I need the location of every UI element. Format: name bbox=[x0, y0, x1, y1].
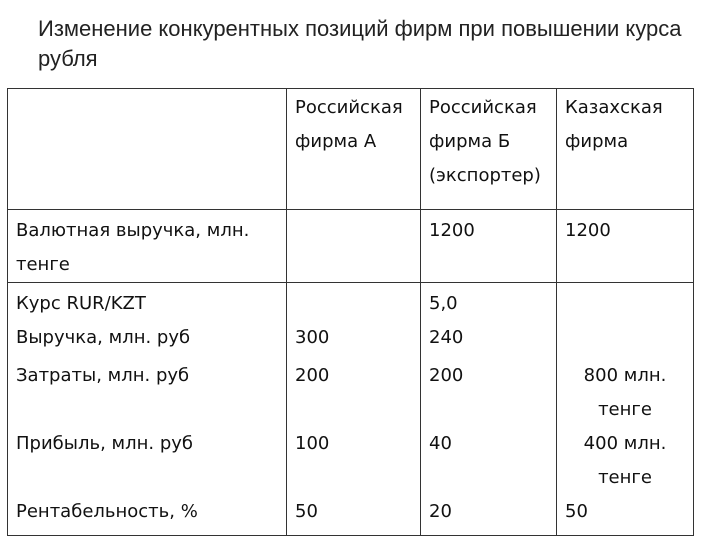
cell-firm-kz: 800 млн. тенге bbox=[557, 357, 694, 427]
header-firm-kz: Казахская фирма bbox=[557, 89, 694, 210]
header-firm-b: Российская фирма Б (экспортер) bbox=[421, 89, 557, 210]
table-row bbox=[8, 427, 694, 495]
cell-firm-a: 50 bbox=[287, 495, 421, 536]
row-label: Выручка, млн. руб bbox=[8, 321, 287, 357]
slide-title: Изменение конкурентных позиций фирм при повышении курса рубля bbox=[38, 16, 682, 71]
table-row bbox=[8, 357, 694, 427]
cell-firm-kz: 400 млн. тенге bbox=[557, 427, 694, 495]
cell-firm-a bbox=[287, 210, 421, 283]
row-label: Рентабельность, % bbox=[8, 495, 287, 536]
header-row bbox=[8, 89, 694, 210]
cell-firm-b: 240 bbox=[421, 321, 557, 357]
cell-firm-b: 200 bbox=[421, 357, 557, 427]
header-firm-a: Российская фирма А bbox=[287, 89, 421, 210]
cell-firm-a: 300 bbox=[287, 321, 421, 357]
cell-firm-kz bbox=[557, 321, 694, 357]
cell-firm-b: 40 bbox=[421, 427, 557, 495]
row-label: Затраты, млн. руб bbox=[8, 357, 287, 427]
row-label: Валютная выручка, млн. тенге bbox=[8, 210, 287, 283]
cell-firm-kz: 50 bbox=[557, 495, 694, 536]
table-row bbox=[8, 495, 694, 536]
row-label: Прибыль, млн. руб bbox=[8, 427, 287, 495]
cell-firm-b: 1200 bbox=[421, 210, 557, 283]
cell-firm-kz bbox=[557, 283, 694, 322]
cell-firm-kz: 1200 bbox=[557, 210, 694, 283]
cell-firm-a bbox=[287, 283, 421, 322]
header-cell-empty bbox=[8, 89, 287, 210]
competitive-positions-table bbox=[7, 88, 694, 536]
table-row bbox=[8, 283, 694, 322]
cell-firm-b: 20 bbox=[421, 495, 557, 536]
cell-firm-a: 200 bbox=[287, 357, 421, 427]
cell-firm-a: 100 bbox=[287, 427, 421, 495]
table-row bbox=[8, 321, 694, 357]
table-row bbox=[8, 210, 694, 283]
row-label: Курс RUR/KZT bbox=[8, 283, 287, 322]
cell-firm-b: 5,0 bbox=[421, 283, 557, 322]
